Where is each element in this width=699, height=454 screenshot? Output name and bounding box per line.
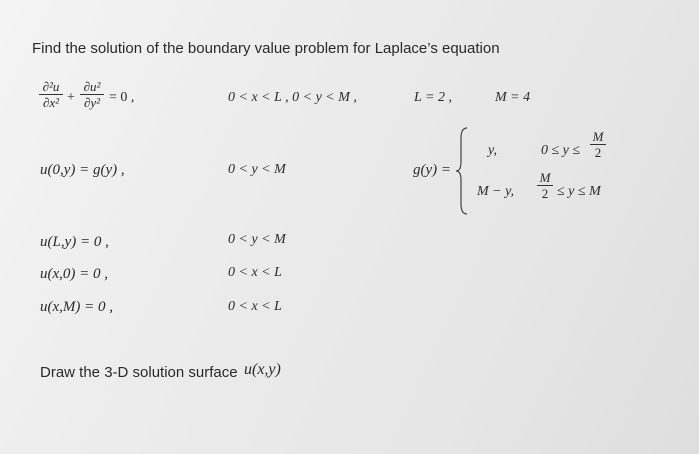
bc2-equation: u(L,y) = 0 , (40, 234, 109, 250)
g-def-lhs: g(y) = (413, 162, 452, 178)
left-brace-icon (455, 126, 469, 216)
bc1-range: 0 < y < M (228, 162, 286, 177)
pde-dy2: ∂y² (83, 95, 101, 110)
bc3-range: 0 < x < L (228, 265, 282, 280)
pde-plus: + (67, 90, 75, 105)
bc3-equation: u(x,0) = 0 , (40, 266, 109, 282)
pde-term2 (80, 80, 104, 109)
task-function: u(x,y) (244, 361, 281, 378)
bc4-equation: u(x,M) = 0 , (40, 299, 114, 315)
pde-d2u: ∂²u (42, 79, 60, 94)
L-value: L = 2 , (414, 90, 452, 105)
g-case2-den: 2 (541, 186, 549, 201)
g-case1-num: M (592, 129, 604, 144)
g-case1-cond: 0 ≤ y ≤ (541, 143, 581, 158)
g-case1-expr: y, (488, 143, 497, 158)
pde-term1 (39, 80, 63, 109)
task-text: Draw the 3-D solution surface (40, 364, 238, 381)
g-case1-den: 2 (594, 145, 602, 160)
g-case2-fraction (537, 171, 553, 200)
domain-condition: 0 < x < L , 0 < y < M , (228, 90, 357, 105)
M-value: M = 4 (495, 90, 531, 105)
bc2-range: 0 < y < M (228, 232, 286, 247)
pde-rhs: = 0 , (109, 90, 135, 105)
g-case2-num: M (539, 170, 551, 185)
g-case2-expr: M − y, (477, 184, 515, 199)
g-case1-fraction (590, 130, 606, 159)
problem-statement: Find the solution of the boundary value problem for Laplace’s equation (32, 40, 500, 57)
bc4-range: 0 < x < L (228, 299, 282, 314)
g-case2-cond: ≤ y ≤ M (557, 184, 601, 199)
pde-dx2: ∂x² (42, 95, 60, 110)
pde-du2: ∂u² (83, 79, 101, 94)
bc1-equation: u(0,y) = g(y) , (40, 162, 125, 178)
